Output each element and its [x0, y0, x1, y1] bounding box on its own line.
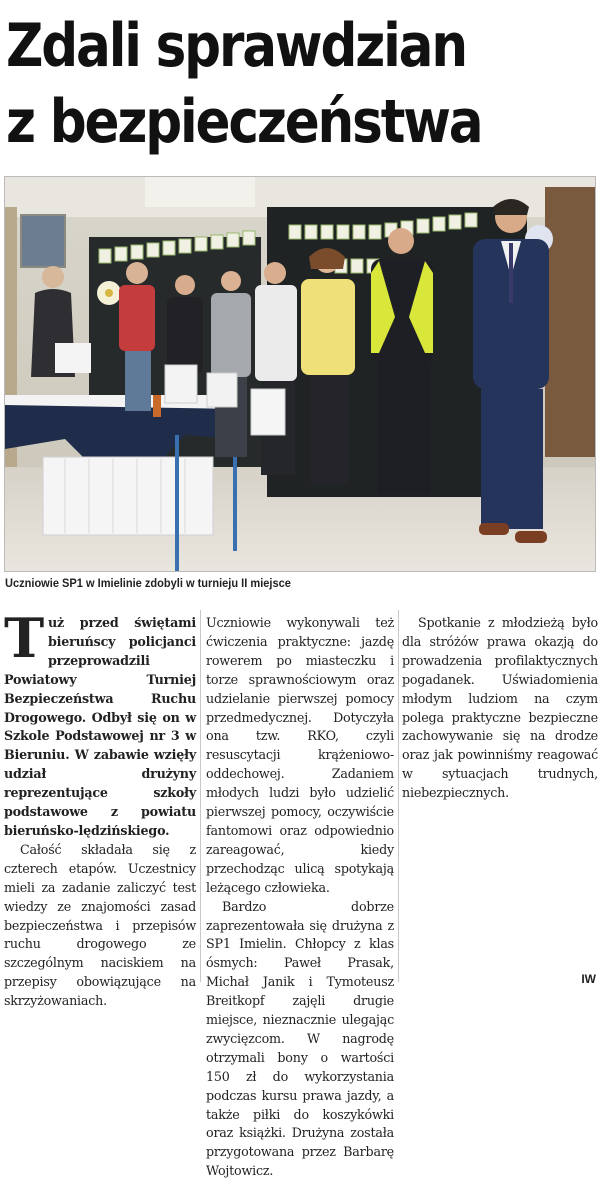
article-column-2	[206, 614, 394, 1181]
drop-cap: T	[4, 606, 44, 670]
article-photo	[4, 176, 596, 572]
lead-paragraph	[4, 606, 196, 841]
column-divider	[200, 610, 201, 982]
headline	[6, 8, 599, 160]
body-paragraph-2: Uczniowie wykonywali też ćwiczenia praktyczne: jazdę rowerem po miasteczku i torze sprawnościowym oraz udzielanie pierwszej pomocy przedmedycznej. Dotyczyła ona tzw. RKO, czyli resuscytacji krążeniowo-oddechowej. Zadaniem młodych ludzi było udzielić pierwszej pomocy, oczywiście fantomowi oraz odpowiednio zareagować, kiedy przechodząc ulicą spotykają leżącego człowieka.	[206, 615, 394, 895]
column-divider	[398, 610, 399, 982]
headline-line-2: z bezpieczeństwa	[6, 87, 482, 157]
lead-text: uż przed świętami bieruńscy policjanci przeprowadzili Powiatowy Turniej Bezpieczeństwa Ruchu Drogowego. Odbył się on w Szkole Podstawowej nr 3 w Bieruniu. W zabawie wzięły udział drużyny reprezentujące szkoły podstawowe z powiatu bieruńsko-lędzińskiego.	[4, 615, 196, 838]
author-signature: IW	[581, 972, 596, 986]
article-column-1	[4, 606, 196, 1011]
photo-caption: Uczniowie SP1 w Imielinie zdobyli w turnieju II miejsce	[5, 576, 291, 590]
group-photo-illustration	[5, 177, 595, 571]
headline-line-1: Zdali sprawdzian	[6, 11, 466, 81]
body-paragraph-3: Bardzo dobrze zaprezentowała się drużyna z SP1 Imielin. Chłopcy z klas ósmych: Paweł Prasak, Michał Janik i Tymoteusz Breitkopf zajęli drugie miejsce, nieznacznie ulegając zwycięzcom. W nagrodę otrzymali bony o wartości 150 zł do wykorzystania podczas kursu prawa jazdy, a także piłki do koszykówki oraz książki. Drużyna została przygotowana przez Barbarę Wojtowicz.	[206, 898, 394, 1179]
body-paragraph-1: Całość składała się z czterech etapów. Uczestnicy mieli za zadanie zaliczyć test wiedzy ze znajomości zasad bezpieczeństwa i przepisów ruchu drogowego ze szczególnym naciskiem na przepisy obowiązujące na skrzyżowaniach.	[4, 841, 196, 1009]
body-paragraph-4: Spotkanie z młodzieżą było dla stróżów prawa okazją do prowadzenia profilaktycznych pogadanek. Uświadomienia młodym ludziom na czym polega praktyczne bezpieczne zachowywanie się na drodze oraz jak powinniśmy reagować w sytuacjach trudnych, niebezpiecznych.	[402, 615, 598, 801]
article-column-3	[402, 614, 598, 803]
